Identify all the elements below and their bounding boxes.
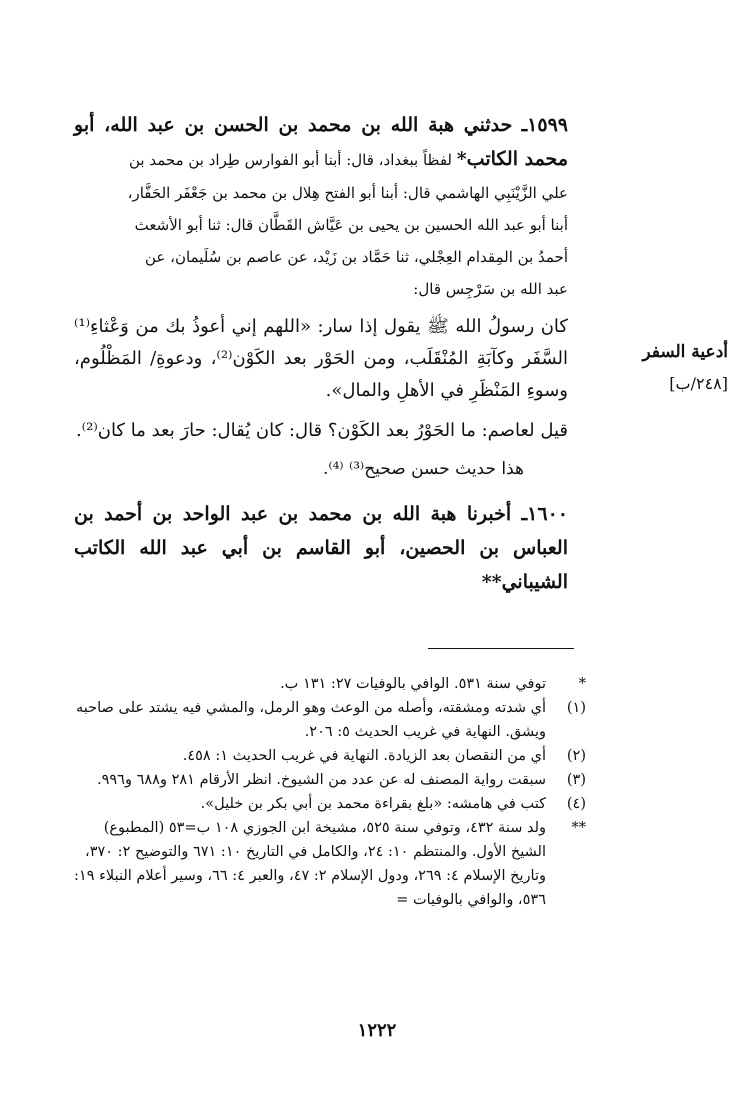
entry-number: ١٦٠٠ـ bbox=[521, 503, 568, 525]
footnote-marker: (٤) bbox=[566, 796, 586, 812]
footnote bbox=[74, 816, 586, 912]
footnote-text: أي شدته ومشقته، وأصله من الوعث وهو الرمل، والمشي فيه يشتد على صاحبه ويشق. النهاية في غريب الحديث ٥: ٢٠٦. bbox=[76, 700, 546, 740]
entry-heading-rest: لفظاً ببغداد، قال: أبنا أبو الفوارس طِراد بن محمد بن bbox=[129, 151, 457, 169]
footnote-marker: * bbox=[578, 676, 586, 692]
entry-1599-heading bbox=[74, 108, 568, 177]
footnote-text: سبقت رواية المصنف له عن عدد من الشيوخ. انظر الأرقام ٢٨١ و٦٨٨ و٩٩٦. bbox=[96, 772, 546, 788]
footnote bbox=[74, 672, 586, 696]
footnote-text: توفي سنة ٥٣١. الوافي بالوفيات ٢٧: ١٣١ ب. bbox=[280, 676, 546, 692]
footnote bbox=[74, 768, 586, 792]
footnote-text: أي من النقصان بعد الزيادة. النهاية في غريب الحديث ١: ٤٥٨. bbox=[182, 748, 546, 764]
page-number: ١٢٢٢ bbox=[357, 1020, 397, 1041]
footnote-text: ولد سنة ٤٣٢، وتوفي سنة ٥٢٥، مشيخة ابن الجوزي ١٠٨ ب=٥٣ (المطبوع) الشيخ الأول. والمنتظم ١٠: ٢٤، والكامل في التاريخ ١٠: ٦٧١ والتوضيح ٢: ٣٧٠، وتاريخ الإسلام ٤: ٢٦٩، ودول الإسلام ٢: ٤٧، والعبر ٤: ٦٦، وسير أعلام النبلاء ١٩: ٥٣٦، والوافي بالوفيات = bbox=[74, 820, 546, 908]
isnad-line: أبنا أبو عبد الله الحسين بن يحيى بن عَيَّاش القَطَّان قال: ثنا أبو الأشعث bbox=[134, 216, 568, 234]
footnote bbox=[74, 744, 586, 768]
isnad-line: عبد الله بن سَرْجِس قال: bbox=[413, 280, 568, 298]
entry-number: ١٥٩٩ـ bbox=[521, 114, 568, 136]
margin-folio: [٢٤٨/ب] bbox=[669, 374, 728, 393]
footnote-marker: (٢) bbox=[566, 748, 586, 764]
isnad-line: أحمدُ بن المِقدام العِجْلي، ثنا حَمَّاد بن زَيْد، عن عاصم بن سُلَيمان، عن bbox=[144, 248, 568, 266]
question-text: قيل لعاصم: ما الحَوْرُ بعد الكَوْن؟ قال: كان يُقال: حارَ بعد ما كان⁽²⁾. bbox=[75, 420, 568, 441]
hadith-grade: هذا حديث حسن صحيح⁽³⁾ ⁽⁴⁾. bbox=[323, 459, 524, 479]
footnote-text: كتب في هامشه: «بلغ بقراءة محمد بن أبي بكر بن خليل». bbox=[200, 796, 546, 812]
footnote-marker: ** bbox=[571, 820, 586, 836]
isnad-line: علي الزَّيْنَبِي الهاشمي قال: أبنا أبو الفتح هِلال بن محمد بن جَعْفَر الحَفَّار، bbox=[127, 184, 568, 202]
footnote bbox=[74, 792, 586, 816]
main-text bbox=[74, 108, 568, 599]
entry-1600-heading bbox=[74, 497, 568, 599]
hadith-text: كان رسولُ الله ﷺ يقول إذا سار: «اللهم إني أعوذُ بك من وَعْثاءِ⁽¹⁾ السَّفَر وكآبَةِ المُنْقَلَب، ومن الحَوْر بعد الكَوْن⁽²⁾، ودعوةِ/ المَظْلُوم، وسوءِ المَنْظَرِ في الأهلِ والمال». bbox=[74, 316, 568, 401]
margin-topic: أدعية السفر bbox=[642, 342, 728, 362]
entry-heading-bold: حدثني هبة الله بن محمد بن الحسن بن عبد الله، أبو محمد الكاتب* bbox=[74, 114, 568, 170]
footnote bbox=[74, 696, 586, 744]
footnote-marker: (١) bbox=[566, 700, 586, 716]
footnote-divider bbox=[428, 648, 574, 649]
footnotes bbox=[74, 672, 586, 912]
footnote-marker: (٣) bbox=[566, 772, 586, 788]
entry-heading-text: أخبرنا هبة الله بن محمد بن عبد الواحد بن أحمد بن العباس بن الحصين، أبو القاسم بن أبي عبد الله الكاتب الشيباني** bbox=[74, 503, 568, 593]
